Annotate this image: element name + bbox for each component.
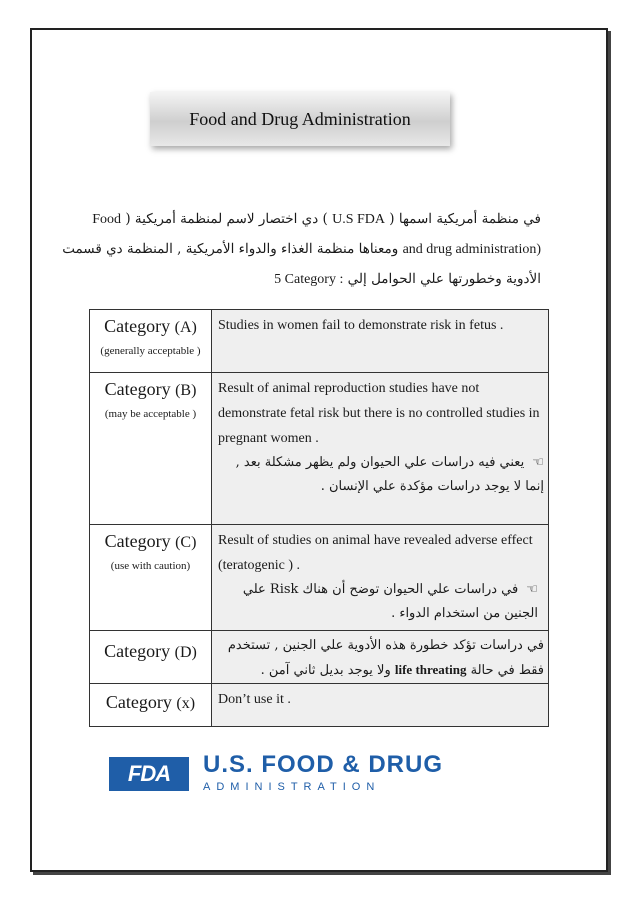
- category-label: Category: [105, 692, 172, 712]
- page-title: Food and Drug Administration: [150, 92, 450, 146]
- intro-text: الأدوية وخطورتها علي الحوامل إلي: [347, 271, 541, 287]
- category-letter: (D): [174, 644, 197, 661]
- category-letter: (C): [175, 534, 197, 551]
- category-sub: (generally acceptable ): [100, 345, 201, 357]
- category-name-cell: [90, 631, 212, 684]
- intro-line-3: [98, 270, 541, 289]
- category-sub: (use with caution): [110, 560, 191, 572]
- category-name-cell: [90, 684, 212, 727]
- category-sub: (may be acceptable ): [104, 408, 197, 420]
- pointing-hand-icon: ☜: [526, 582, 538, 597]
- intro-term: U.S FDA: [332, 212, 385, 227]
- intro-text: في منظمة أمريكية اسمها (: [389, 211, 541, 227]
- category-desc: Studies in women fail to demonstrate risk in fetus .: [218, 318, 504, 333]
- category-note-text: ولا يوجد بديل ثاني آمن .: [260, 663, 391, 678]
- table-row: [90, 525, 549, 631]
- category-note-text: في دراسات تؤكد خطورة هذه الأدوية علي الجنين , تستخدم فقط في حالة: [227, 638, 544, 678]
- intro-term: and drug administration): [402, 242, 541, 257]
- category-note: [218, 634, 544, 683]
- intro-line-2: [62, 240, 541, 259]
- category-desc-cell: [212, 310, 549, 373]
- category-label: Category: [104, 531, 171, 551]
- category-desc-cell: [212, 684, 549, 727]
- category-label: Category: [104, 641, 171, 661]
- intro-text: ومعناها منظمة الغذاء والدواء الأمريكية , المنظمة دي قسمت: [62, 241, 399, 257]
- category-label: Category: [104, 316, 171, 336]
- table-row: [90, 684, 549, 727]
- table-row: [90, 373, 549, 525]
- category-note: [218, 451, 544, 499]
- fda-logo: [109, 752, 529, 796]
- category-name-cell: [90, 525, 212, 631]
- category-desc-cell: [212, 525, 549, 631]
- category-note-emphasis: life threating: [394, 662, 467, 677]
- intro-term: 5 Category :: [274, 272, 344, 287]
- category-desc: Don’t use it .: [218, 692, 291, 707]
- category-desc-cell: [212, 373, 549, 525]
- logo-line-2: ADMINISTRATION: [203, 781, 381, 793]
- category-name-cell: [90, 310, 212, 373]
- category-note-text: في دراسات علي الحيوان توضح أن هناك Risk علي الجنين من استخدام الدواء .: [242, 582, 538, 621]
- category-letter: (x): [176, 695, 196, 712]
- category-label: Category: [104, 379, 171, 399]
- category-table: [89, 309, 549, 727]
- category-desc: Result of animal reproduction studies have not demonstrate fetal risk but there is no controlled studies in pregnant women .: [218, 381, 540, 446]
- category-note-text: يعني فيه دراسات علي الحيوان ولم يظهر مشكلة بعد , إنما لا يوجد دراسات مؤكدة علي الإنسان .: [235, 455, 544, 494]
- logo-line-1: U.S. FOOD & DRUG: [203, 751, 444, 778]
- category-letter: (B): [175, 382, 197, 399]
- category-desc: Result of studies on animal have revealed adverse effect (teratogenic ) .: [218, 533, 533, 573]
- pointing-hand-icon: ☜: [532, 455, 544, 470]
- fda-badge: FDA: [109, 757, 189, 791]
- category-note: [218, 578, 544, 626]
- category-letter: (A): [174, 319, 197, 336]
- intro-term: Food: [92, 212, 122, 227]
- table-row: [90, 310, 549, 373]
- intro-line-1: [92, 210, 541, 229]
- table-row: [90, 631, 549, 684]
- category-desc-cell: [212, 631, 549, 684]
- intro-text: ) دي اختصار لاسم لمنظمة أمريكية (: [125, 211, 328, 227]
- category-name-cell: [90, 373, 212, 525]
